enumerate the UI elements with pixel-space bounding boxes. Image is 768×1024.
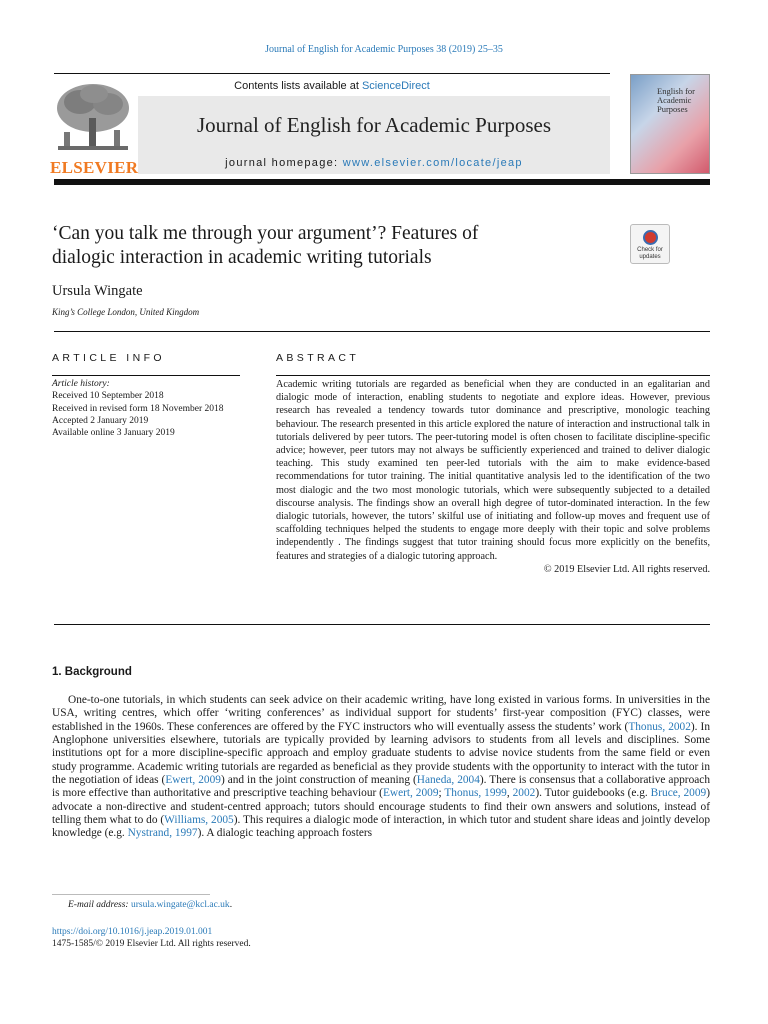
sciencedirect-link[interactable]: ScienceDirect bbox=[361, 80, 430, 92]
body-text-run: One-to-one tutorials, in which students can seek advice on their academic writing, have long existed in various forms. In universities in the USA, writing centres, which offer ‘writing conferences’ as individual support for students’ first-year composition (FYC) classes, were established in the 1960s. These conferences are offered by the FYC instructors who will eventually assess the students’ work ( bbox=[52, 694, 710, 733]
background-paragraph bbox=[52, 694, 710, 841]
author-name[interactable]: Ursula Wingate bbox=[52, 283, 143, 299]
body-text-run: , bbox=[506, 787, 513, 800]
contents-line bbox=[54, 80, 610, 92]
article-info-rule bbox=[52, 375, 240, 376]
citation-link[interactable]: Thonus, 1999 bbox=[444, 787, 507, 800]
citation-link[interactable]: Haneda, 2004 bbox=[416, 774, 480, 787]
abstract-body bbox=[276, 378, 710, 576]
section-heading-background: 1. Background bbox=[52, 666, 132, 678]
title-line-2: dialogic interaction in academic writing tutorials bbox=[52, 247, 432, 268]
abstract-copyright: © 2019 Elsevier Ltd. All rights reserved. bbox=[543, 563, 710, 575]
check-for-updates-button[interactable] bbox=[630, 224, 670, 264]
email-link[interactable]: ursula.wingate@kcl.ac.uk bbox=[130, 900, 230, 910]
citation-link[interactable]: Williams, 2005 bbox=[164, 814, 234, 827]
abstract-rule bbox=[276, 375, 710, 376]
badge-label bbox=[631, 247, 669, 261]
email-label: E-mail address: bbox=[68, 900, 129, 910]
header-bottom-rule bbox=[54, 179, 710, 185]
article-history bbox=[52, 378, 252, 439]
journal-name: Journal of English for Academic Purposes bbox=[196, 113, 552, 137]
citation-link[interactable]: 2002 bbox=[512, 787, 536, 800]
header-top-rule bbox=[54, 73, 610, 74]
history-label: Article history: bbox=[52, 379, 110, 389]
footnote-email bbox=[68, 900, 232, 910]
body-text-run: ). There is consensus that a collaborative approach is more effective than authoritative and prescriptive teaching behaviour ( bbox=[52, 774, 710, 800]
body-text-run: ). A dialogic teaching approach fosters bbox=[197, 827, 373, 840]
elsevier-tree-logo-icon bbox=[50, 80, 136, 154]
issn-copyright: 1475-1585/© 2019 Elsevier Ltd. All rights reserved. bbox=[52, 939, 251, 949]
body-text-run: ) advocate a non-directive and student-centred approach; tutors should encourage students to find their own answers and solutions, instead of telling them what to do ( bbox=[52, 787, 710, 827]
abstract-end-rule bbox=[54, 624, 710, 625]
journal-homepage bbox=[138, 157, 610, 169]
bookmark-icon bbox=[643, 230, 658, 245]
article-info-heading: ARTICLE INFO bbox=[52, 352, 165, 364]
journal-citation[interactable]: Journal of English for Academic Purposes 38 (2019) 25–35 bbox=[265, 44, 503, 55]
body-text-run: ). This requires a dialogic mode of interaction, in which tutor and student share ideas and jointly develop knowledge (e.g. bbox=[52, 814, 710, 840]
footnote-rule bbox=[52, 894, 210, 895]
section-rule bbox=[54, 331, 710, 332]
homepage-prefix: journal homepage: bbox=[225, 157, 343, 169]
history-item: Received in revised form 18 November 2018 bbox=[52, 403, 224, 414]
body-text-run: ). In Anglophone universities elsewhere, tutorials are typically provided by learning advisors to students from all levels and disciplines. Some institutions opt for a more discipline-specific approach and employ graduate students to advise novice students from the same field or even study programme. Academic writing tutorials are regarded as beneficial as they provide students with the opportunity to interact with the tutor in the negotiation of ideas ( bbox=[52, 720, 710, 787]
history-item: Accepted 2 January 2019 bbox=[52, 415, 149, 426]
abstract-heading: ABSTRACT bbox=[276, 352, 360, 364]
publisher-logo[interactable]: ELSEVIER bbox=[50, 158, 139, 177]
doi-link[interactable]: https://doi.org/10.1016/j.jeap.2019.01.001 bbox=[52, 927, 213, 937]
body-text-run: ) and in the joint construction of meaning ( bbox=[220, 774, 417, 787]
homepage-link[interactable]: www.elsevier.com/locate/jeap bbox=[342, 157, 523, 169]
history-item: Available online 3 January 2019 bbox=[52, 428, 175, 439]
citation-link[interactable]: Ewert, 2009 bbox=[165, 774, 221, 787]
history-item: Received 10 September 2018 bbox=[52, 391, 164, 402]
badge-line-1: Check for bbox=[637, 247, 663, 253]
badge-line-2: updates bbox=[639, 254, 661, 260]
title-line-1: ‘Can you talk me through your argument’? Features of bbox=[52, 223, 479, 244]
author-affiliation: King’s College London, United Kingdom bbox=[52, 307, 200, 317]
cover-title: English for Academic Purposes bbox=[657, 86, 696, 114]
email-suffix: . bbox=[229, 900, 233, 910]
body-text-run: ; bbox=[438, 787, 445, 800]
citation-link[interactable]: Ewert, 2009 bbox=[382, 787, 439, 800]
article-title bbox=[52, 222, 612, 270]
citation-link[interactable]: Thonus, 2002 bbox=[628, 720, 691, 733]
contents-prefix: Contents lists available at bbox=[234, 80, 362, 92]
body-text-run: ). Tutor guidebooks (e.g. bbox=[535, 787, 651, 800]
citation-link[interactable]: Nystrand, 1997 bbox=[127, 827, 198, 840]
abstract-text: Academic writing tutorials are regarded as beneficial when they are conducted in an egalitarian and dialogic mode of interaction, enabling students to negotiate and explore ideas. However, previous research has revealed a tendency towards tutor dominance and prescriptive, monologic teaching behaviour. The research presented in this article explored the nature of interaction and instructional talk in tutorials delivered by peer tutors. The peer-tutoring model is often chosen to facilitate discipline-specific advice; however, peer tutors may not always be sufficiently experienced and trained to deliver dialogic teaching. This study examined ten peer-led tutorials with the aim to make evidence-based recommendations for tutor training. The initial quantitative analysis led to the identification of the two most dialogic and the two most monologic tutorials, which were subsequently subjected to a detailed discourse analysis. The findings show an overall high degree of tutor-dominated interaction. In the few dialogic tutorials, however, the tutors’ skilful use of initiating and follow-up moves and frequent use of scaffolding techniques helped the students to engage more deeply with their topic and solve problems independently . The findings suggest that tutor training should focus more explicitly on the benefits, features and strategies of a dialogic tutoring approach. bbox=[276, 379, 710, 562]
journal-cover-image[interactable] bbox=[630, 74, 710, 174]
citation-link[interactable]: Bruce, 2009 bbox=[650, 787, 707, 800]
